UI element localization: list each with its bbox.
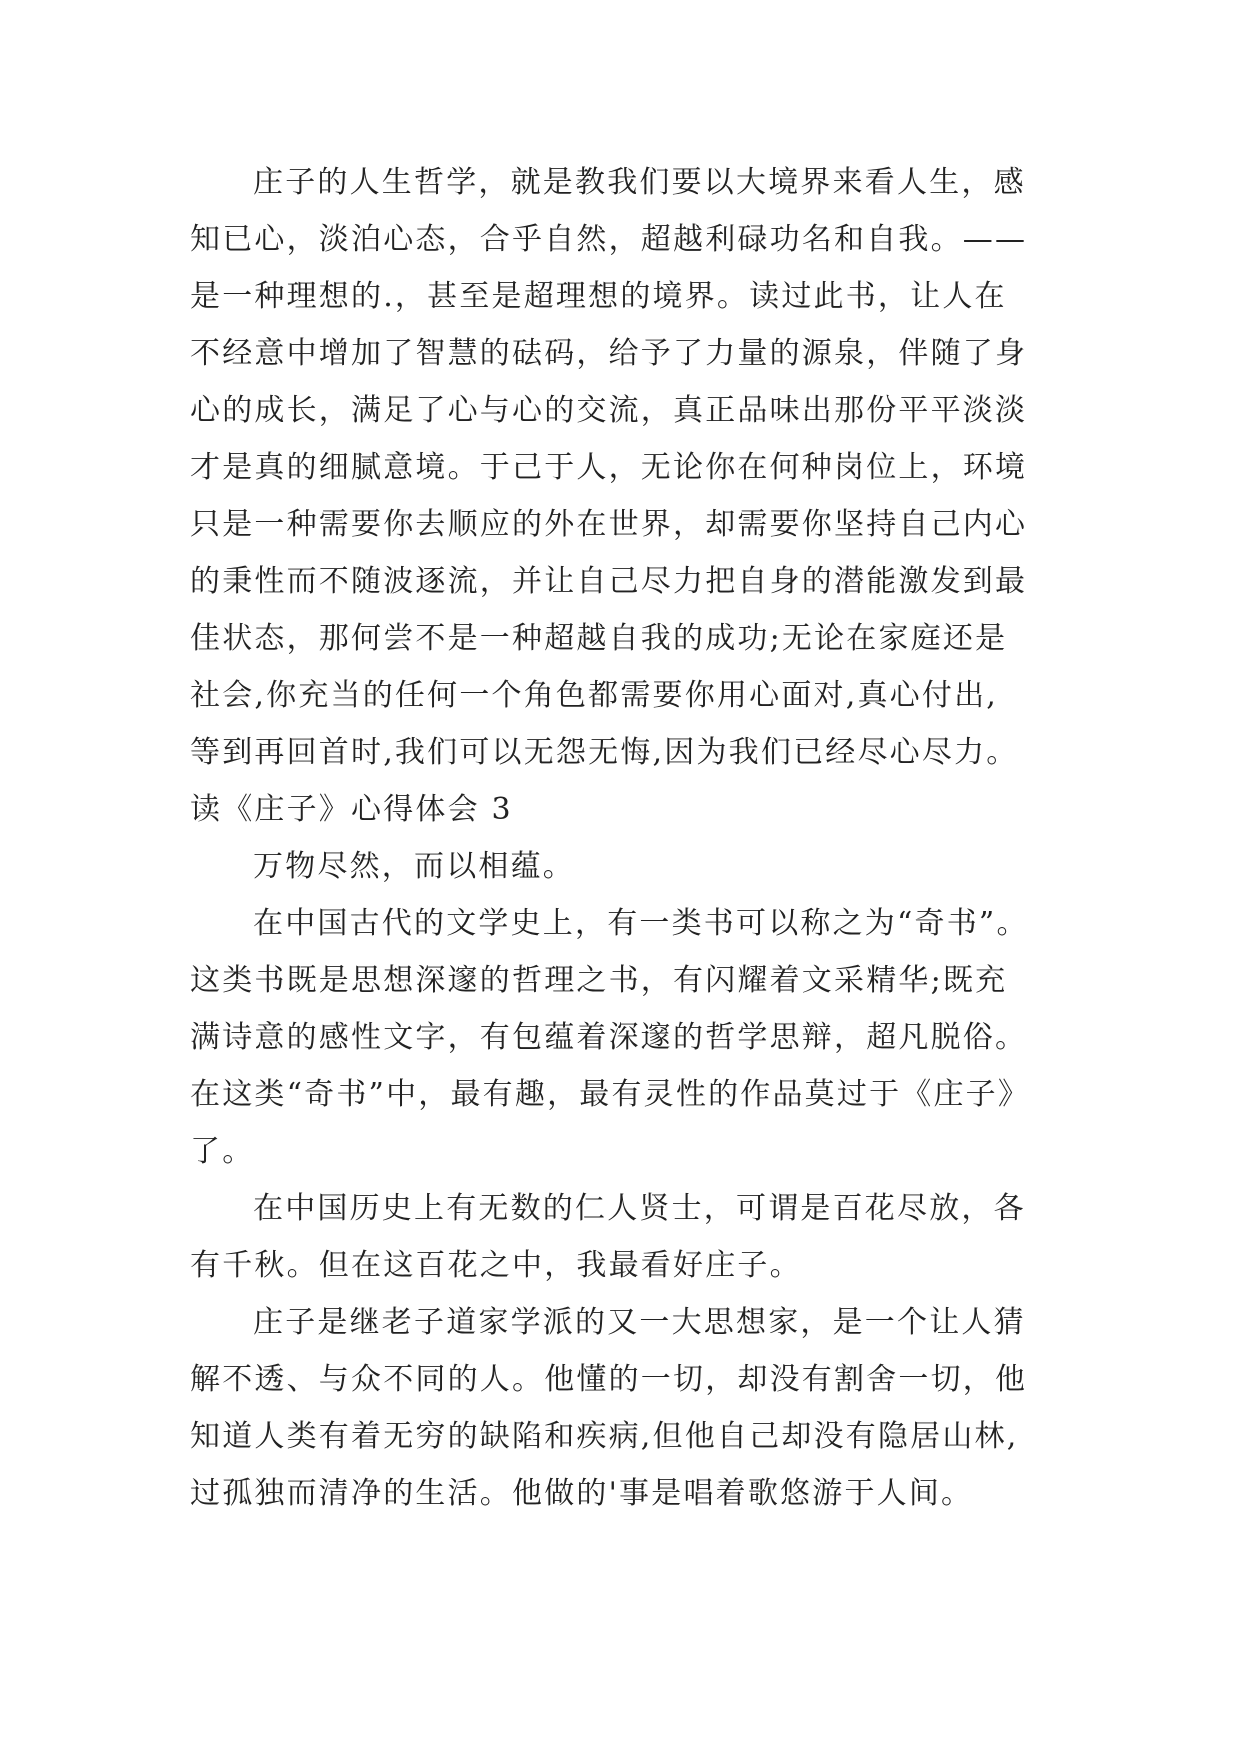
document-body [190,158,1052,1518]
text-line: 才是真的细腻意境。于己于人，无论你在何种岗位上，环境 [190,450,1028,485]
text-line: 在中国古代的文学史上，有一类书可以称之为“奇书”。 [253,906,1029,941]
text-line: 等到再回首时,我们可以无怨无悔,因为我们已经尽心尽力。 [190,735,1019,770]
text-line: 这类书既是思想深邃的哲理之书，有闪耀着文采精华;既充 [190,963,1008,998]
text-line: 庄子是继老子道家学派的又一大思想家，是一个让人猜 [253,1305,1026,1340]
text-line: 了。 [190,1134,255,1169]
text-line: 解不透、与众不同的人。他懂的一切，却没有割舍一切，他 [190,1362,1028,1397]
text-line: 的秉性而不随波逐流，并让自己尽力把自身的潜能激发到最 [190,564,1028,599]
text-line: 只是一种需要你去顺应的外在世界，却需要你坚持自己内心 [190,507,1028,542]
text-line: 在中国历史上有无数的仁人贤士，可谓是百花尽放，各 [253,1191,1026,1226]
text-line: 心的成长，满足了心与心的交流，真正品味出那份平平淡淡 [190,393,1028,428]
text-line: 知道人类有着无穷的缺陷和疾病,但他自己却没有隐居山林, [190,1419,1019,1454]
text-line: 在这类“奇书”中，最有趣，最有灵性的作品莫过于《庄子》 [190,1077,1031,1112]
text-line: 是一种理想的.，甚至是超理想的境界。读过此书，让人在 [190,279,1007,314]
text-line: 社会,你充当的任何一个角色都需要你用心面对,真心付出, [190,678,999,713]
text-line: 万物尽然，而以相蕴。 [253,849,575,884]
text-line: 庄子的人生哲学，就是教我们要以大境界来看人生，感 [253,165,1026,200]
section-heading: 读《庄子》心得体会 3 [190,792,513,827]
text-line: 知已心，淡泊心态，合乎自然，超越利碌功名和自我。—— [190,222,1028,257]
text-line: 佳状态，那何尝不是一种超越自我的成功;无论在家庭还是 [190,621,1008,656]
text-line: 不经意中增加了智慧的砝码，给予了力量的源泉，伴随了身 [190,336,1028,371]
text-line: 有千秋。但在这百花之中，我最看好庄子。 [190,1248,802,1283]
text-line: 满诗意的感性文字，有包蕴着深邃的哲学思辩，超凡脱俗。 [190,1020,1028,1055]
text-line: 过孤独而清净的生活。他做的'事是唱着歌悠游于人间。 [190,1476,974,1511]
